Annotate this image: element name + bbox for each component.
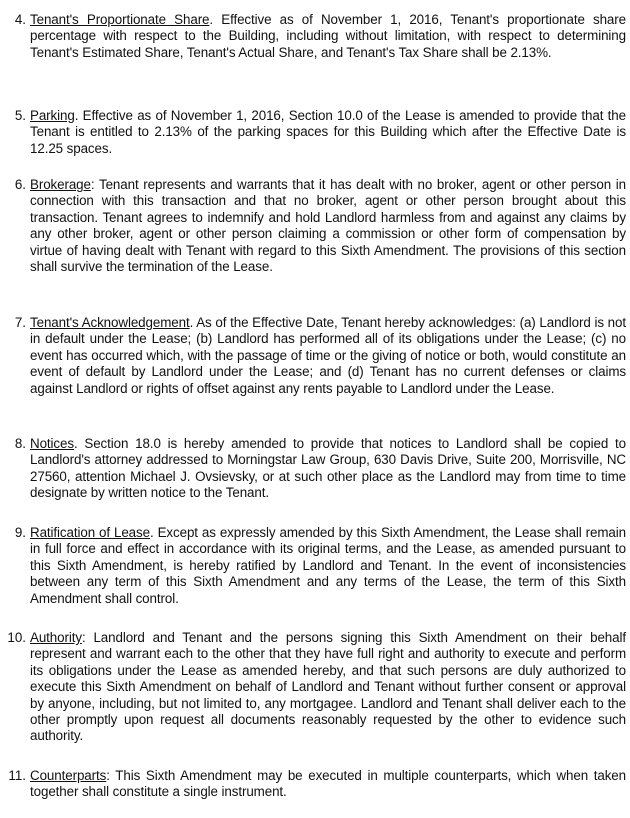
section-body bbox=[30, 436, 626, 502]
section-heading: Tenant's Proportionate Share bbox=[30, 12, 210, 27]
section-heading: Ratification of Lease bbox=[30, 525, 150, 540]
section-number: 11. bbox=[8, 768, 26, 783]
section-heading: Tenant's Acknowledgement bbox=[30, 315, 190, 330]
section-body bbox=[30, 12, 626, 61]
section-heading: Brokerage bbox=[30, 177, 91, 192]
section-text: . Effective as of November 1, 2016, Section 10.0 of the Lease is amended to provide that the Tenant is entitled to 2.13% of the parking spaces for this Building which after the Effective Date is 12.25 spaces. bbox=[30, 108, 626, 156]
section-text: : Landlord and Tenant and the persons signing this Sixth Amendment on their behalf represent and warrant each to the other that they have full right and authority to execute and perform its obligations under the Lease as amended hereby, and that such persons are duly authorized to execute this Sixth Amendment on behalf of Landlord and Tenant without further consent or approval by anyone, including, but not limited to, any mortgagee. Landlord and Tenant shall deliver each to the other promptly upon request all documents reasonably requested by the other to evidence such authority. bbox=[30, 630, 626, 744]
section-body bbox=[30, 315, 626, 397]
section-body bbox=[30, 768, 626, 801]
section-text: : This Sixth Amendment may be executed in multiple counterparts, which when taken together shall constitute a single instrument. bbox=[30, 768, 626, 800]
section-body bbox=[30, 177, 626, 275]
section-number: 7. bbox=[14, 315, 26, 330]
section-body bbox=[30, 108, 626, 157]
section-text: : Tenant represents and warrants that it has dealt with no broker, agent or other person in connection with this transaction and that no broker, agent or other person brought about this transaction. Tenant agrees to indemnify and hold Landlord harmless from and against any claims by any other broker, agent or other person claiming a commission or other form of compensation by virtue of having dealt with Tenant with regard to this Sixth Amendment. The provisions of this section shall survive the termination of the Lease. bbox=[30, 177, 626, 275]
section-number: 4. bbox=[14, 12, 26, 27]
section-body bbox=[30, 630, 626, 745]
section-number: 5. bbox=[14, 108, 26, 123]
section-number: 10. bbox=[7, 630, 26, 645]
section-number: 9. bbox=[14, 525, 26, 540]
section-heading: Authority bbox=[30, 630, 82, 645]
section-text: . Section 18.0 is hereby amended to provide that notices to Landlord shall be copied to Landlord's attorney addressed to Morningstar Law Group, 630 Davis Drive, Suite 200, Morrisville, NC 27560, attention Michael J. Ovsievsky, or at such other place as the Landlord may from time to time designate by written notice to the Tenant. bbox=[30, 436, 626, 501]
section-heading: Notices bbox=[30, 436, 74, 451]
section-number: 8. bbox=[14, 436, 26, 451]
section-heading: Counterparts bbox=[30, 768, 107, 783]
section-text: . Effective as of November 1, 2016, Tenant's proportionate share percentage with respect to the Building, including without limitation, with respect to determining Tenant's Estimated Share, Tenant's Actual Share, and Tenant's Tax Share shall be 2.13%. bbox=[30, 12, 626, 60]
section-heading: Parking bbox=[30, 108, 75, 123]
section-text: . As of the Effective Date, Tenant hereby acknowledges: (a) Landlord is not in default under the Lease; (b) Landlord has performed all of its obligations under the Lease; (c) no event has occurred which, with the passage of time or the giving of notice or both, would constitute an event of default by Landlord under the Lease; and (d) Tenant has no current defenses or claims against Landlord or rights of offset against any rents payable to Landlord under the Lease. bbox=[30, 315, 626, 396]
section-body bbox=[30, 525, 626, 607]
section-number: 6. bbox=[14, 177, 26, 192]
section-text: . Except as expressly amended by this Sixth Amendment, the Lease shall remain in full force and effect in accordance with its original terms, and the Lease, as amended pursuant to this Sixth Amendment, is hereby ratified by Landlord and Tenant. In the event of inconsistencies between any term of this Sixth Amendment and any terms of the Lease, the term of this Sixth Amendment shall control. bbox=[30, 525, 626, 606]
